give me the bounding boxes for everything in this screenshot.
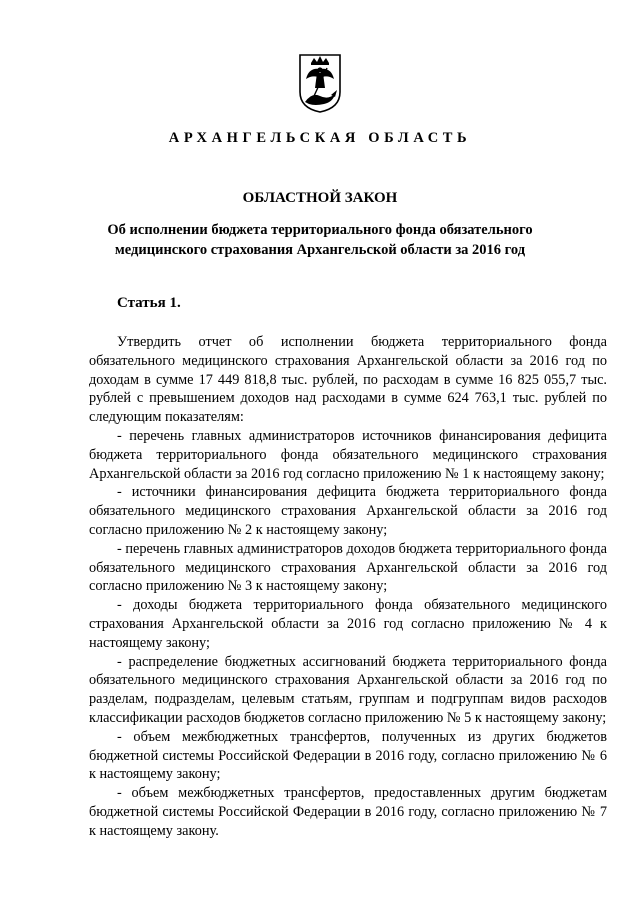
region-name: АРХАНГЕЛЬСКАЯ ОБЛАСТЬ: [168, 130, 472, 146]
article-body: [89, 333, 607, 841]
list-item: - перечень главных администраторов доходов бюджета территориального фонда обязательного медицинского страхования Архангельской области за 2016 год согласно приложению № 3 к настоящему закону;: [89, 540, 607, 595]
article-heading: Статья 1.: [117, 295, 181, 311]
paragraph-intro: Утвердить отчет об исполнении бюджета территориального фонда обязательного медицинского страхования Архангельской области за 2016 год по доходам в сумме 17 449 818,8 тыс. рублей, по расходам в сумме 16 825 055,7 тыс. рублей с превышением доходов над расходами в сумме 624 763,1 тыс. рублей по следующим показателям:: [89, 334, 607, 426]
list-item: - источники финансирования дефицита бюджета территориального фонда обязательного медицинского страхования Архангельской области за 2016 год согласно приложению № 2 к настоящему закону;: [89, 484, 607, 538]
coat-of-arms-icon: [297, 52, 343, 114]
list-item: - распределение бюджетных ассигнований бюджета территориального фонда обязательного медицинского страхования Архангельской области за 2016 год по разделам, подразделам, целевым статьям, группам и подгруппам видов расходов классификации расходов бюджетов согласно приложению № 5 к настоящему закону;: [89, 653, 607, 726]
document-subject: Об исполнении бюджета территориального фонда обязательного медицинского страхования Архангельской области за 2016 год: [107, 222, 533, 258]
list-item: - объем межбюджетных трансфертов, предоставленных другим бюджетам бюджетной системы Российской Федерации в 2016 году, согласно приложению № 7 к настоящему закону.: [89, 785, 607, 839]
document-title: ОБЛАСТНОЙ ЗАКОН: [242, 190, 398, 206]
list-item: - объем межбюджетных трансфертов, полученных из других бюджетов бюджетной системы Российской Федерации в 2016 году, согласно приложению № 6 к настоящему закону;: [89, 728, 607, 783]
list-item: - перечень главных администраторов источников финансирования дефицита бюджета территориального фонда обязательного медицинского страхования Архангельской области за 2016 год согласно приложению № 1 к настоящему закону;: [89, 427, 607, 482]
list-item: - доходы бюджета территориального фонда обязательного медицинского страхования Архангельской области за 2016 год согласно приложению № 4 к настоящему закону;: [89, 597, 607, 651]
